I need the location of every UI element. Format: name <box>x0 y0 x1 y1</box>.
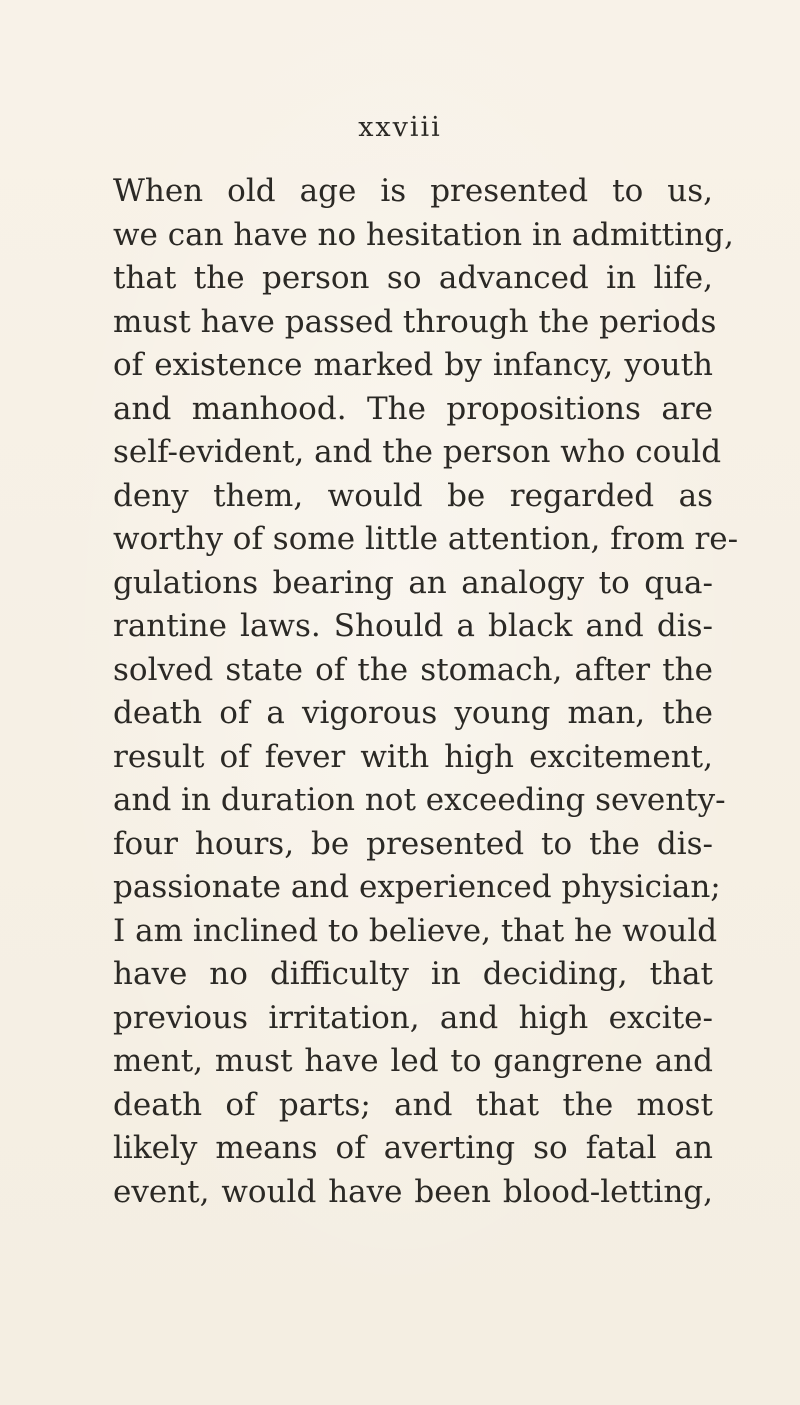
text-line: likely means of averting so fatal an <box>113 1130 713 1166</box>
text-line: worthy of some little attention, from re- <box>113 521 739 557</box>
text-line: we can have no hesitation in admitting, <box>113 216 734 253</box>
text-line: four hours, be presented to the dis- <box>113 825 713 862</box>
text-line: and in duration not exceeding seventy- <box>113 782 726 818</box>
text-line: deny them, would be regarded as <box>113 477 713 514</box>
text-line: solved state of the stomach, after the <box>113 651 713 688</box>
text-line: I am inclined to believe, that he would <box>113 912 718 949</box>
page-number: xxviii <box>358 112 442 143</box>
text-line: event, would have been blood-letting, <box>113 1173 713 1210</box>
text-line: gulations bearing an analogy to qua- <box>113 564 713 601</box>
text-line: death of a vigorous young man, the <box>113 695 713 731</box>
text-line: that the person so advanced in life, <box>113 260 713 296</box>
text-line: When old age is presented to us, <box>113 173 713 209</box>
text-line: must have passed through the periods <box>113 303 717 340</box>
text-line: have no difficulty in deciding, that <box>113 956 713 992</box>
text-line: ment, must have led to gangrene and <box>113 1043 713 1079</box>
text-line: result of fever with high excitement, <box>113 738 713 775</box>
text-line: death of parts; and that the most <box>113 1086 713 1123</box>
text-line: self-evident, and the person who could <box>113 434 722 470</box>
text-line: previous irritation, and high excite- <box>113 999 713 1036</box>
body-paragraph <box>113 170 739 1214</box>
text-line: passionate and experienced physician; <box>113 869 721 905</box>
text-line: and manhood. The propositions are <box>113 390 713 427</box>
text-line: rantine laws. Should a black and dis- <box>113 608 713 644</box>
text-line: of existence marked by infancy, youth <box>113 347 713 383</box>
